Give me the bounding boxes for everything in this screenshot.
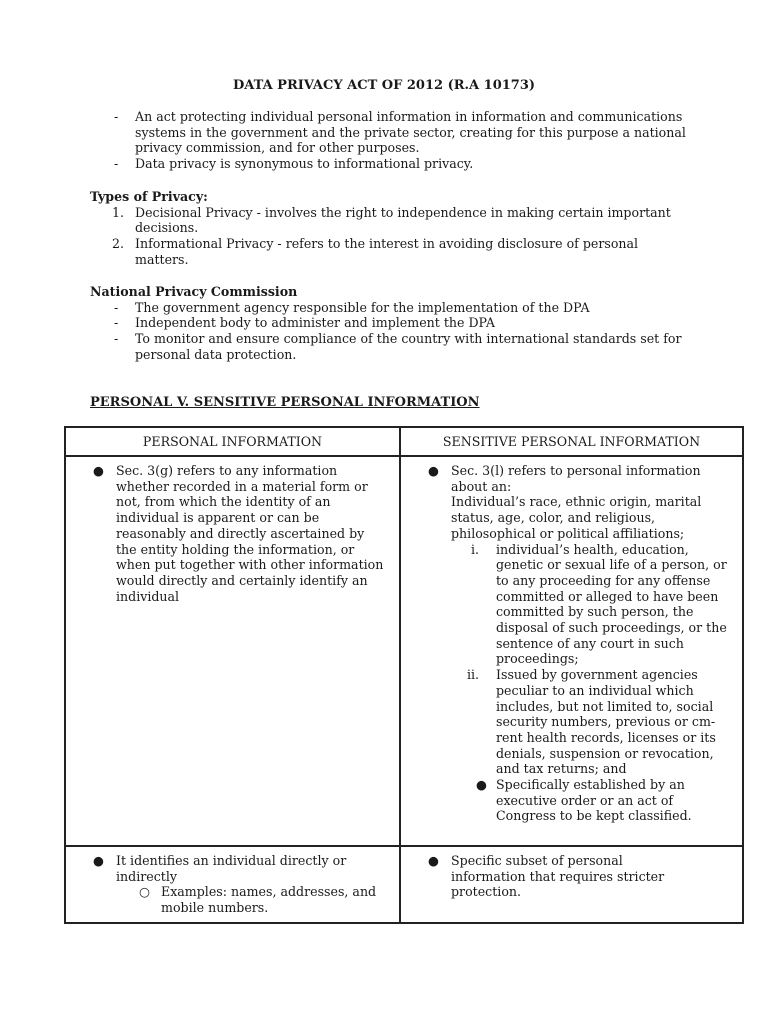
table-cell: [400, 846, 743, 923]
hollow-bullet-icon: ○: [139, 884, 150, 900]
list-item: ● It identifies an individual directly or indirectly: [93, 853, 347, 884]
intro-list: [90, 109, 690, 172]
dash-marker: -: [114, 315, 119, 331]
sensitive-info-description: Individual’s race, ethnic origin, marital status, age, color, and religious, philosophical or political affiliations;: [451, 494, 702, 541]
bullet-icon: ●: [93, 853, 104, 868]
header-sensitive-personal-information: SENSITIVE PERSONAL INFORMATION: [400, 427, 743, 456]
comparison-section-title: PERSONAL V. SENSITIVE PERSONAL INFORMATION: [90, 395, 480, 410]
bullet-icon: ●: [93, 463, 104, 478]
list-item: ● Sec. 3(l) refers to personal information about an:: [428, 463, 701, 494]
table-cell: [400, 456, 743, 846]
header-personal-information: PERSONAL INFORMATION: [65, 427, 400, 456]
privacy-type-item: 1. Decisional Privacy - involves the right to independence in making certain important decisions.: [112, 204, 671, 236]
bullet-icon: ●: [476, 777, 487, 793]
dash-marker: -: [114, 331, 119, 347]
roman-numeral: ii.: [466, 667, 479, 683]
list-item: ○ Examples: names, addresses, and mobile numbers.: [139, 884, 377, 916]
list-item: ii. Issued by government agencies peculiar to an individual which includes, but not limited to, social security numbers, previous or cm-rent health records, licenses or its denials, suspension or revocation, and tax returns; and: [401, 667, 734, 777]
comparison-table: [64, 426, 744, 924]
table-cell: [65, 456, 400, 846]
npc-item: - The government agency responsible for the implementation of the DPA: [114, 299, 590, 315]
roman-numeral: i.: [470, 541, 479, 557]
dash-marker: -: [114, 156, 119, 172]
list-item: ● Sec. 3(g) refers to any information whether recorded in a material form or not, from which the identity of an individual is apparent or can be reasonably and directly ascertained by the entity holding the information, or when put together with other information would directly and certainly identify an individual: [93, 463, 384, 604]
table-cell: [65, 846, 400, 923]
list-item: ● Specific subset of personal information that requires stricter protection.: [428, 853, 665, 900]
list-number: 2.: [112, 236, 125, 252]
privacy-type-item: 2. Informational Privacy - refers to the interest in avoiding disclosure of personal matters.: [112, 236, 639, 267]
types-of-privacy-section: [90, 189, 690, 268]
bullet-icon: ●: [428, 853, 439, 868]
npc-section: [90, 284, 690, 363]
intro-item: - Data privacy is synonymous to informational privacy.: [114, 156, 474, 172]
intro-item: - An act protecting individual personal information in information and communications systems in the government and the private sector, creating for this purpose a national privacy commission, and for other purposes.: [114, 109, 686, 156]
npc-item: - Independent body to administer and implement the DPA: [114, 315, 495, 331]
bullet-icon: ●: [428, 463, 439, 478]
table-row: [65, 456, 743, 846]
list-number: 1.: [112, 204, 125, 220]
document-title: DATA PRIVACY ACT OF 2012 (R.A 10173): [232, 78, 536, 93]
table-header-row: [65, 427, 743, 456]
dash-marker: -: [114, 109, 119, 124]
list-item: ● Specifically established by an executive order or an act of Congress to be kept classified.: [476, 777, 692, 824]
npc-heading: National Privacy Commission: [90, 284, 298, 299]
dash-marker: -: [114, 299, 119, 315]
list-item: i. individual’s health, education, genetic or sexual life of a person, or to any proceeding for any offense committed or alleged to have been committed by such person, the disposal of such proceedings, or the sentence of any court in such proceedings;: [401, 542, 734, 668]
types-of-privacy-heading: Types of Privacy:: [90, 189, 208, 204]
table-row: [65, 846, 743, 923]
npc-item: - To monitor and ensure compliance of the country with international standards set for personal data protection.: [114, 331, 682, 362]
